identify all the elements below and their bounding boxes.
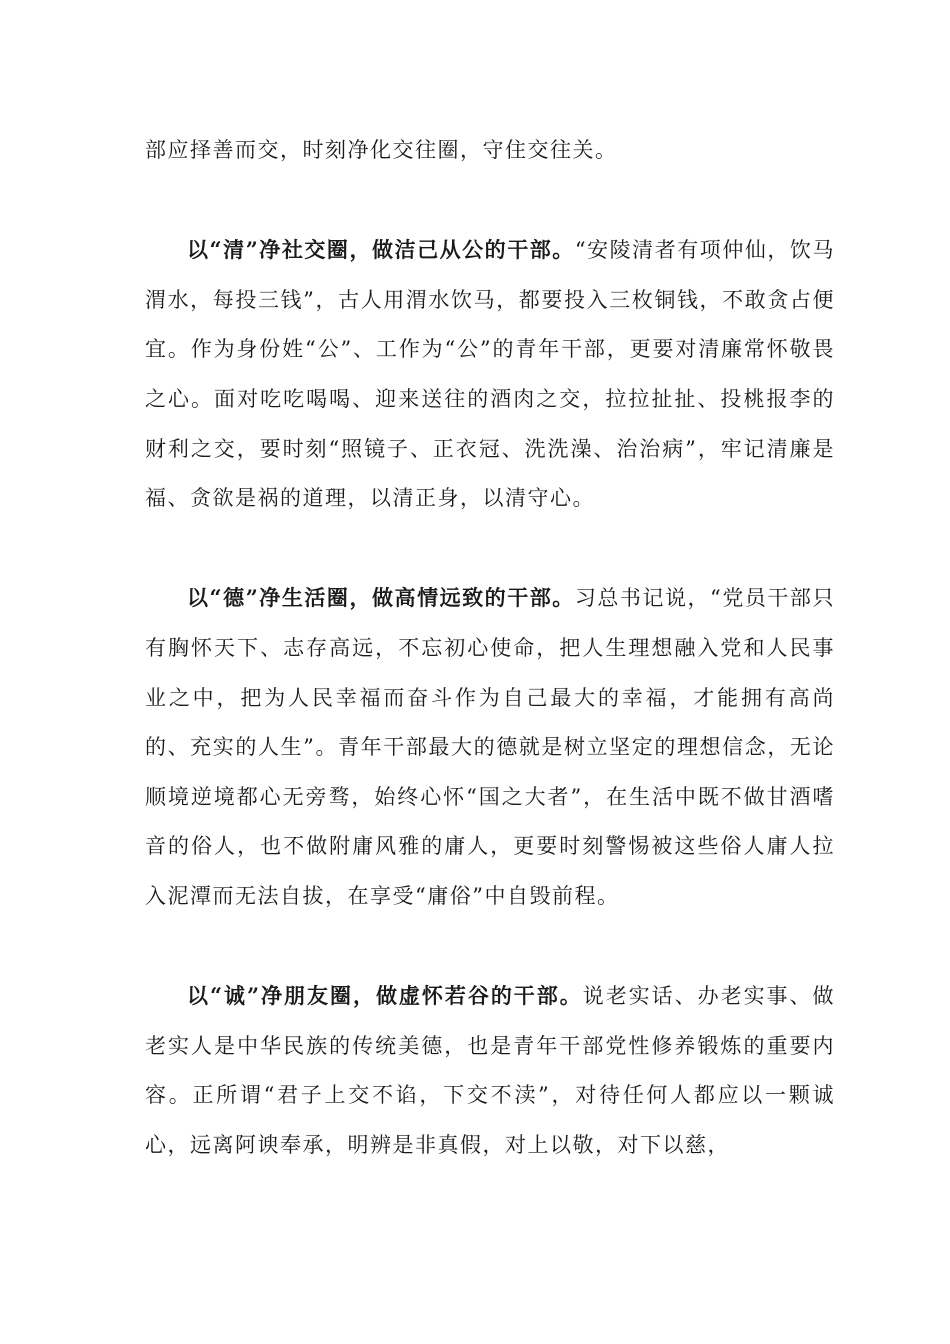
paragraph-text: 习总书记说，“党员干部只有胸怀天下、志存高远，不忘初心使命，把人生理想融入党和人民事业之中，把为人民幸福而奋斗作为自己最大的幸福，才能拥有高尚的、充实的人生”。青年干部最大的德就是树立坚定的理想信念，无论顺境逆境都心无旁骛，始终心怀“国之大者”，在生活中既不做甘酒嗜音的俗人，也不做附庸风雅的庸人，更要时刻警惕被这些俗人庸人拉入泥潭而无法自拔，在享受“庸俗”中自毁前程。 — [145, 586, 835, 908]
paragraph-cheng — [145, 971, 835, 1170]
paragraph-de — [145, 573, 835, 921]
paragraph-text: 部应择善而交，时刻净化交往圈，守住交往关。 — [145, 138, 618, 162]
paragraph-qing — [145, 225, 835, 524]
paragraph-heading: 以“清”净社交圈，做洁己从公的干部。 — [187, 237, 575, 263]
paragraph-text: “安陵清者有项仲仙，饮马渭水，每投三钱”，古人用渭水饮马，都要投入三枚铜钱，不敢贪占便宜。作为身份姓“公”、工作为“公”的青年干部，更要对清廉常怀敬畏之心。面对吃吃喝喝、迎来送往的酒肉之交，拉拉扯扯、投桃报李的财利之交，要时刻“照镜子、正衣冠、洗洗澡、治治病”，牢记清廉是福、贪欲是祸的道理，以清正身，以清守心。 — [145, 238, 835, 511]
paragraph-heading: 以“诚”净朋友圈，做虚怀若谷的干部。 — [187, 983, 583, 1009]
paragraph-continuation — [145, 126, 835, 176]
document-body — [145, 126, 835, 1170]
paragraph-text: 说老实话、办老实事、做老实人是中华民族的传统美德，也是青年干部党性修养锻炼的重要内容。正所谓“君子上交不谄，下交不渎”，对待任何人都应以一颗诚心，远离阿谀奉承，明辨是非真假，对上以敬，对下以慈， — [145, 984, 835, 1157]
paragraph-heading: 以“德”净生活圈，做高情远致的干部。 — [187, 585, 575, 611]
